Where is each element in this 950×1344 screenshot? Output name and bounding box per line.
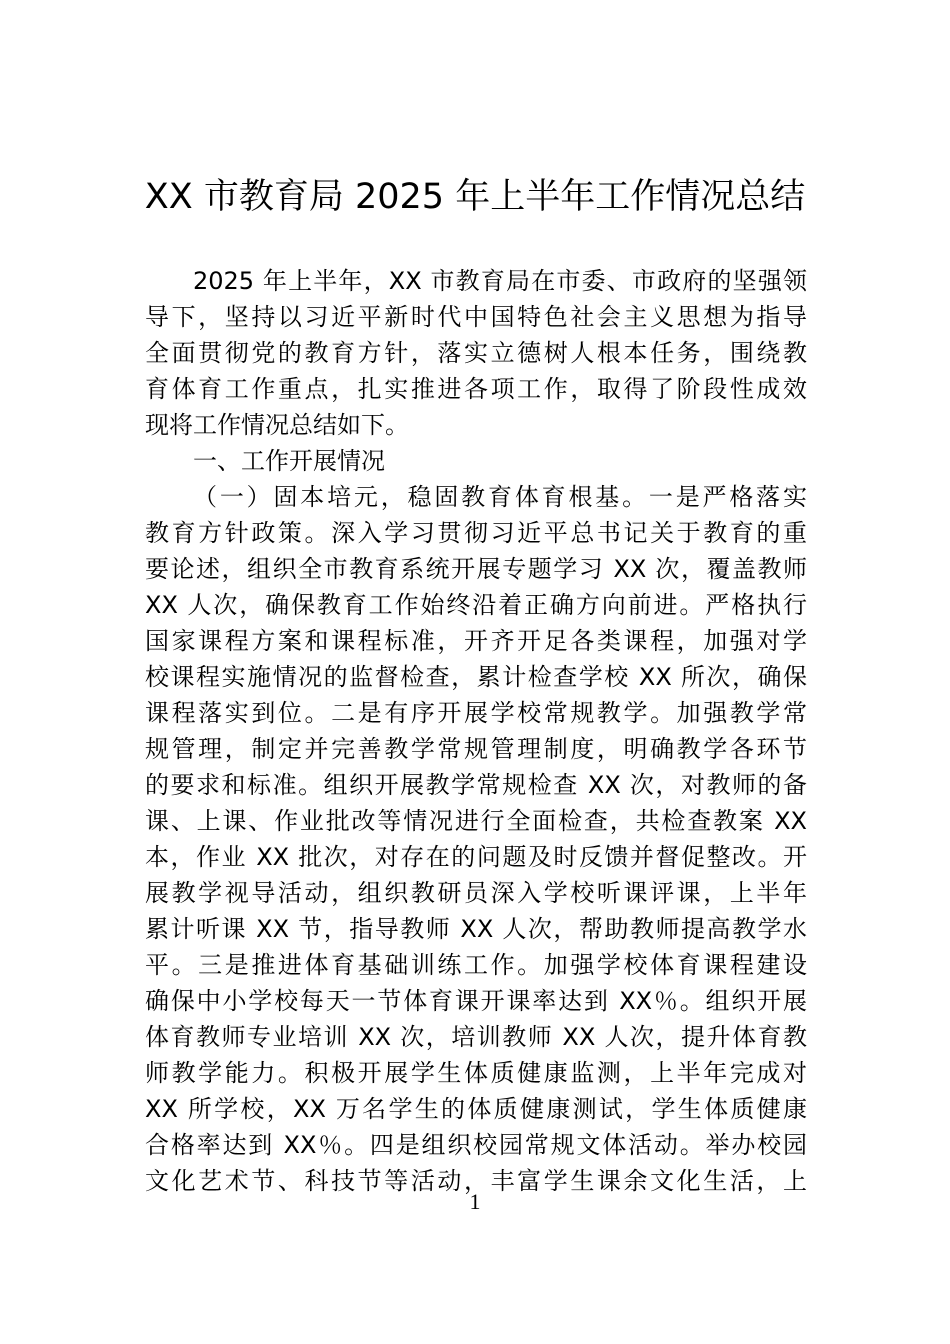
- section-line: （一）固本培元，稳固教育体育根基。一是严格落实: [193, 483, 807, 511]
- document-body: [145, 263, 807, 1199]
- section-line: 教育方针政策。深入学习贯彻习近平总书记关于教育的重: [145, 519, 807, 547]
- intro-line: 导下，坚持以习近平新时代中国特色社会主义思想为指导: [145, 303, 807, 331]
- intro-line: 2025 年上半年，XX 市教育局在市委、市政府的坚强领: [193, 267, 807, 295]
- section-line: 体育教师专业培训 XX 次，培训教师 XX 人次，提升体育教: [145, 1023, 807, 1051]
- section-line: 的要求和标准。组织开展教学常规检查 XX 次，对教师的备: [145, 771, 807, 799]
- section-line: 课、上课、作业批改等情况进行全面检查，共检查教案 XX: [145, 807, 807, 835]
- section-line: 规管理，制定并完善教学常规管理制度，明确教学各环节: [145, 735, 807, 763]
- section-line: 国家课程方案和课程标准，开齐开足各类课程，加强对学: [145, 627, 807, 655]
- section-line: XX 所学校，XX 万名学生的体质健康测试，学生体质健康: [145, 1095, 807, 1123]
- page-number: 1: [469, 1189, 481, 1214]
- section-line: 课程落实到位。二是有序开展学校常规教学。加强教学常: [145, 699, 807, 727]
- section-line: 展教学视导活动，组织教研员深入学校听课评课，上半年: [145, 879, 807, 907]
- section-line: 文化艺术节、科技节等活动，丰富学生课余文化生活，上: [145, 1167, 807, 1195]
- intro-line: 现将工作情况总结如下。: [145, 411, 409, 439]
- section-line: 确保中小学校每天一节体育课开课率达到 XX％。组织开展: [145, 987, 807, 1015]
- section-line: 师教学能力。积极开展学生体质健康监测，上半年完成对: [145, 1059, 807, 1087]
- section-line: 校课程实施情况的监督检查，累计检查学校 XX 所次，确保: [145, 663, 807, 691]
- section-line: 本，作业 XX 批次，对存在的问题及时反馈并督促整改。开: [145, 843, 807, 871]
- section-line: XX 人次，确保教育工作始终沿着正确方向前进。严格执行: [145, 591, 807, 619]
- section-heading: 一、工作开展情况: [193, 447, 385, 475]
- section-line: 合格率达到 XX％。四是组织校园常规文体活动。举办校园: [145, 1131, 807, 1159]
- section-line: 累计听课 XX 节，指导教师 XX 人次，帮助教师提高教学水: [145, 915, 807, 943]
- intro-line: 育体育工作重点，扎实推进各项工作，取得了阶段性成效: [145, 375, 807, 403]
- intro-line: 全面贯彻党的教育方针，落实立德树人根本任务，围绕教: [145, 339, 807, 367]
- section-line: 要论述，组织全市教育系统开展专题学习 XX 次，覆盖教师: [145, 555, 807, 583]
- section-line: 平。三是推进体育基础训练工作。加强学校体育课程建设: [145, 951, 807, 979]
- page-title: XX 市教育局 2025 年上半年工作情况总结: [144, 177, 806, 217]
